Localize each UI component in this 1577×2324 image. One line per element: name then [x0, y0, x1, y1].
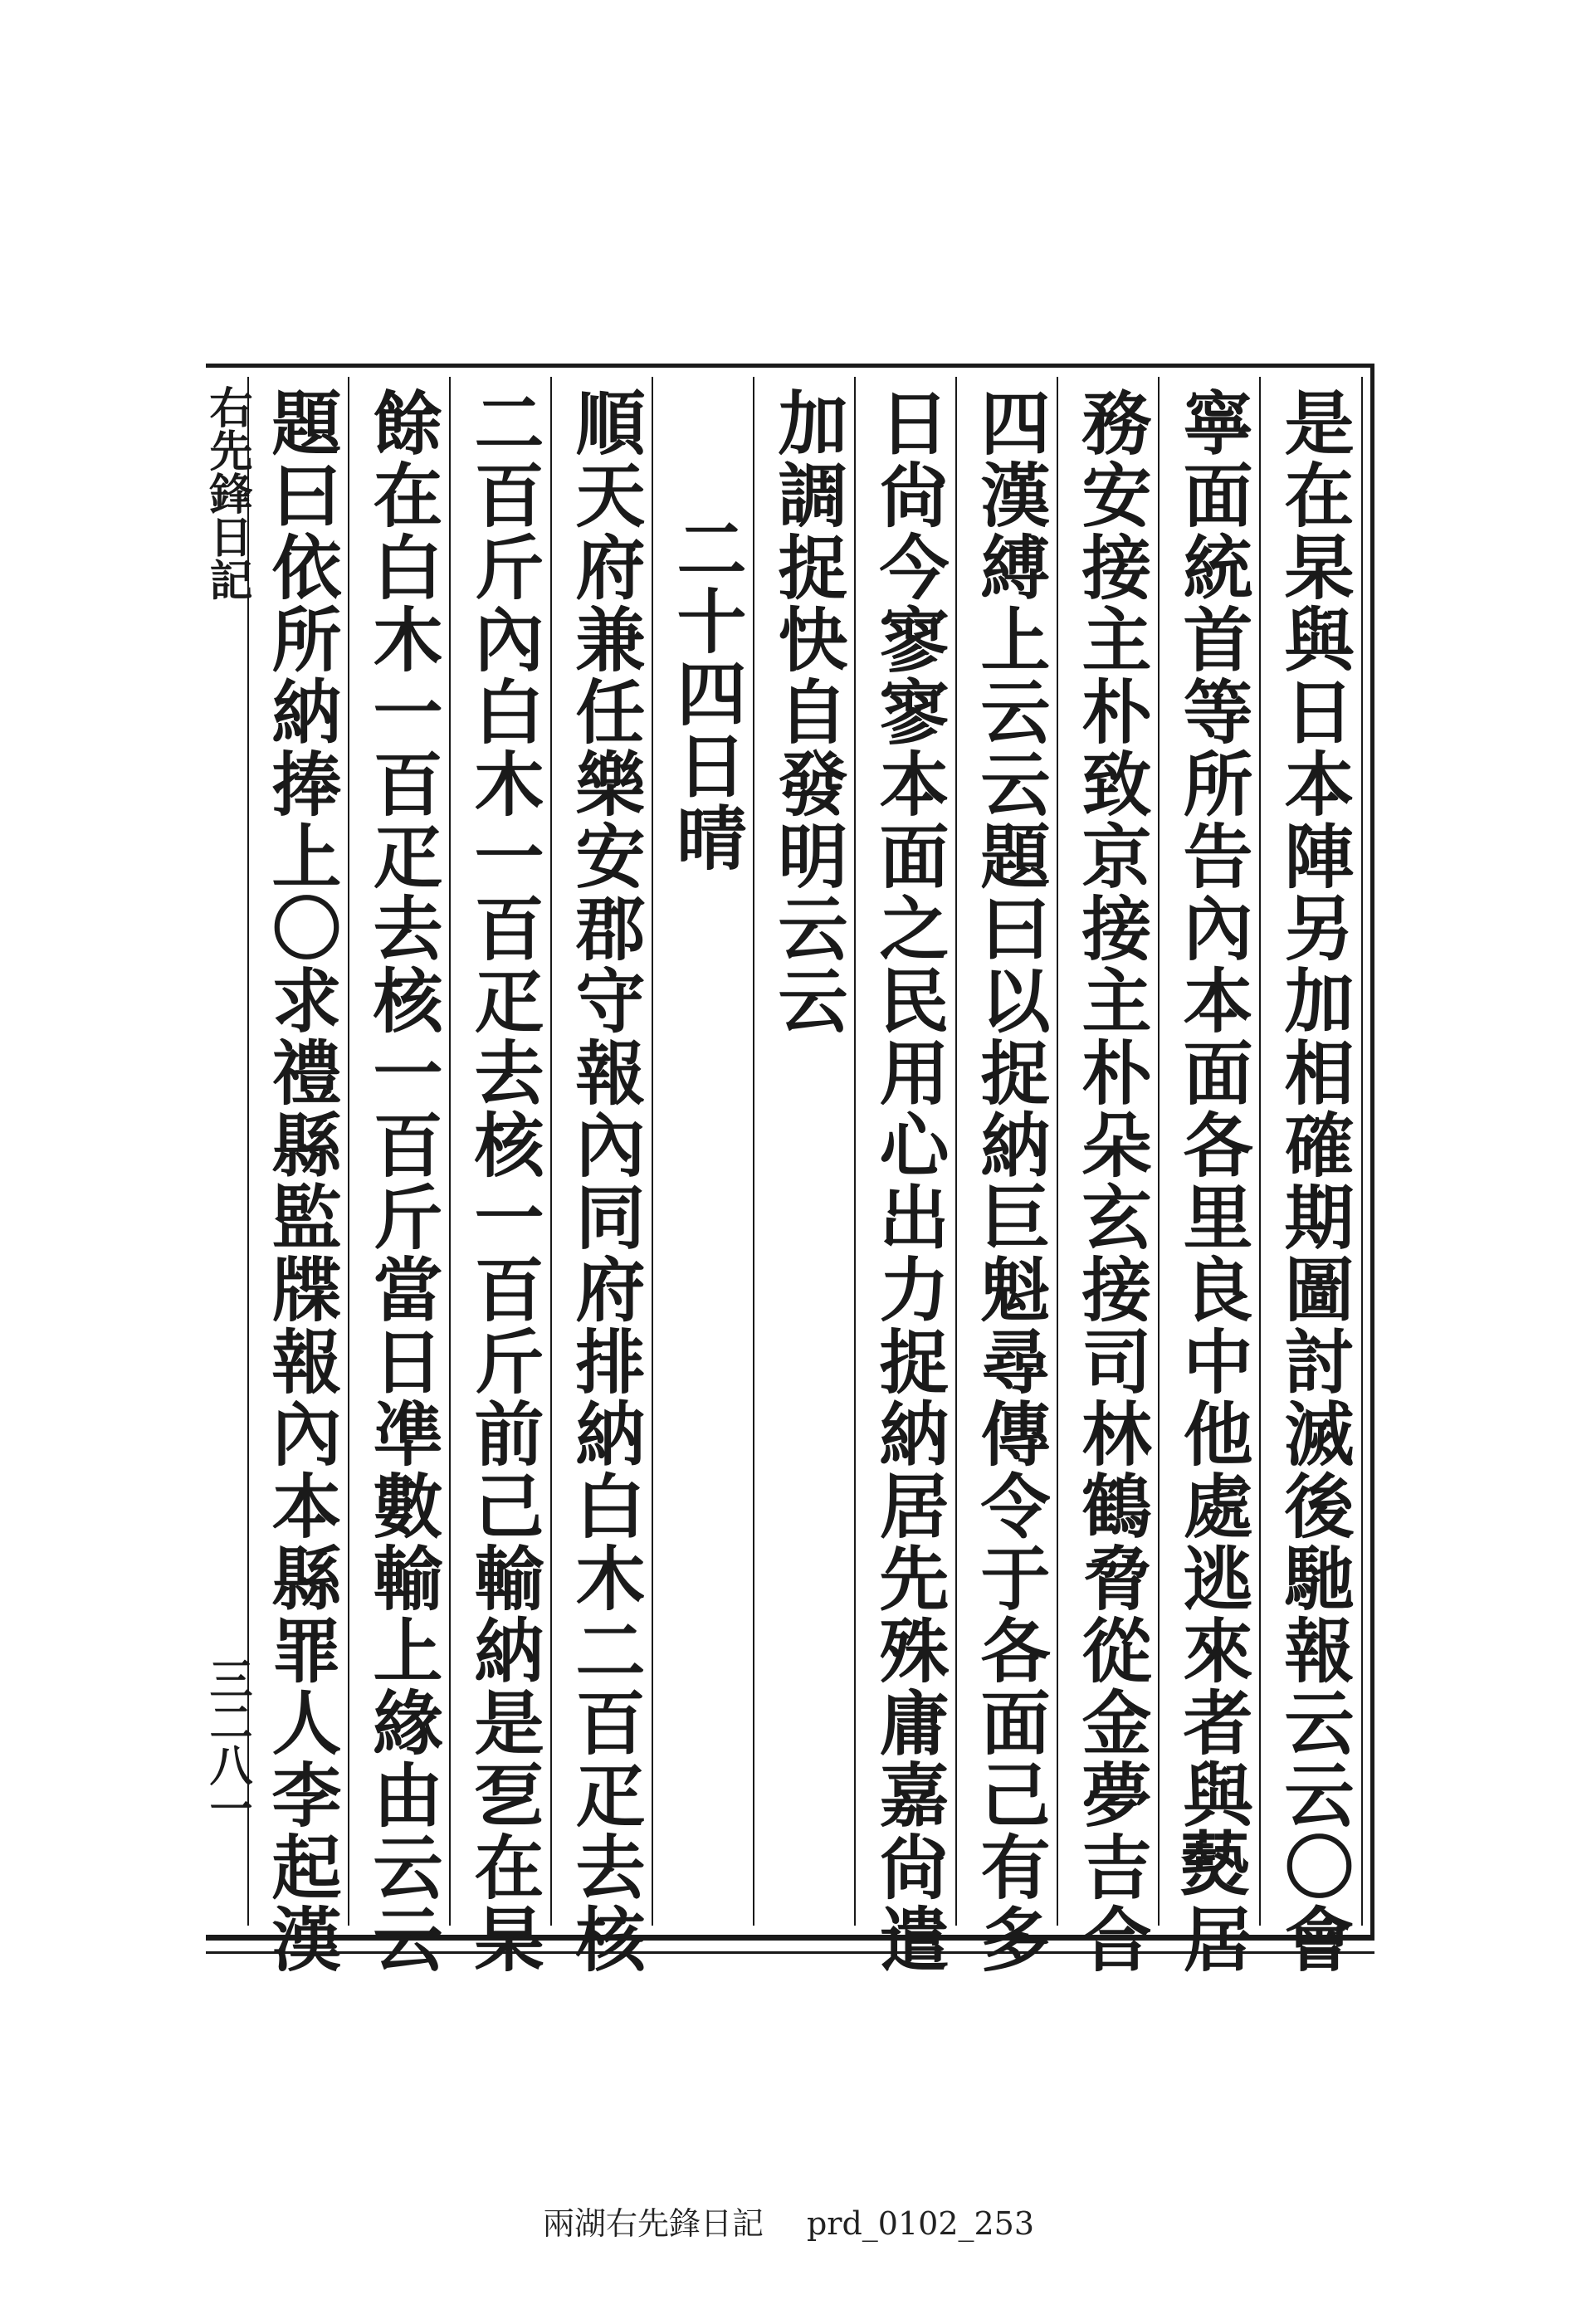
column-text: 務安接主朴致京接主朴朵玄接司林鶴脅從金夢吉合 [1071, 387, 1153, 1975]
text-column-6 [762, 387, 853, 1922]
column-text: 加調捉快自發明云云 [767, 387, 849, 1037]
woodblock-page [202, 364, 1374, 1975]
column-divider [955, 377, 957, 1926]
column-divider [753, 377, 754, 1926]
column-text: 餘在白木一百疋去核一百斤當日凖數輸上緣由云云 [362, 387, 444, 1975]
caption-code: prd_0102_253 [806, 2205, 1035, 2242]
column-text: 二十四日晴 [666, 513, 748, 874]
column-text: 四漢縛上云云題曰以捉納巨魁尋傳令于各面己有多 [969, 387, 1052, 1975]
column-text: 二百斤內白木一百疋去核一百斤前己輸納是乭在杲 [463, 387, 545, 1975]
text-column-10 [357, 387, 448, 1975]
text-column-3 [1066, 387, 1157, 1975]
column-divider [348, 377, 349, 1926]
text-column-11 [256, 387, 347, 1975]
text-column-2 [1167, 387, 1258, 1975]
text-column-1 [1268, 387, 1360, 1975]
margin-column [202, 385, 252, 1929]
caption-book-title: 兩湖右先鋒日記 [542, 2205, 764, 2242]
column-text: 日尙今寥寥本面之民用心出力捉納居先殊庸嘉尙遣 [868, 387, 950, 1975]
column-text: 是在杲與日本陣另加相確期圖討滅後馳報云云〇會 [1273, 387, 1355, 1975]
column-divider [1057, 377, 1058, 1926]
column-text: 寧面統首等所告內本面各里良中他處逃來者與𤑔居 [1172, 387, 1254, 1975]
column-divider [449, 377, 451, 1926]
column-divider [854, 377, 856, 1926]
caption [0, 2198, 1577, 2243]
text-column-8 [559, 387, 651, 1975]
text-column-4 [964, 387, 1056, 1975]
column-divider [652, 377, 653, 1926]
text-column-date [661, 513, 752, 2048]
column-divider [1259, 377, 1261, 1926]
column-divider [550, 377, 552, 1926]
column-text: 順天府兼任樂安郡守報內同府排納白木二百疋去核 [564, 387, 647, 1975]
column-text: 題曰依所納捧上〇求禮縣監牒報內本縣罪人李起漢 [261, 387, 343, 1975]
margin-title: 右先鋒日記 [202, 385, 252, 601]
column-divider [1158, 377, 1160, 1926]
text-column-5 [863, 387, 954, 1975]
text-column-9 [458, 387, 549, 1975]
page-number: 三二八一 [202, 1657, 252, 1829]
